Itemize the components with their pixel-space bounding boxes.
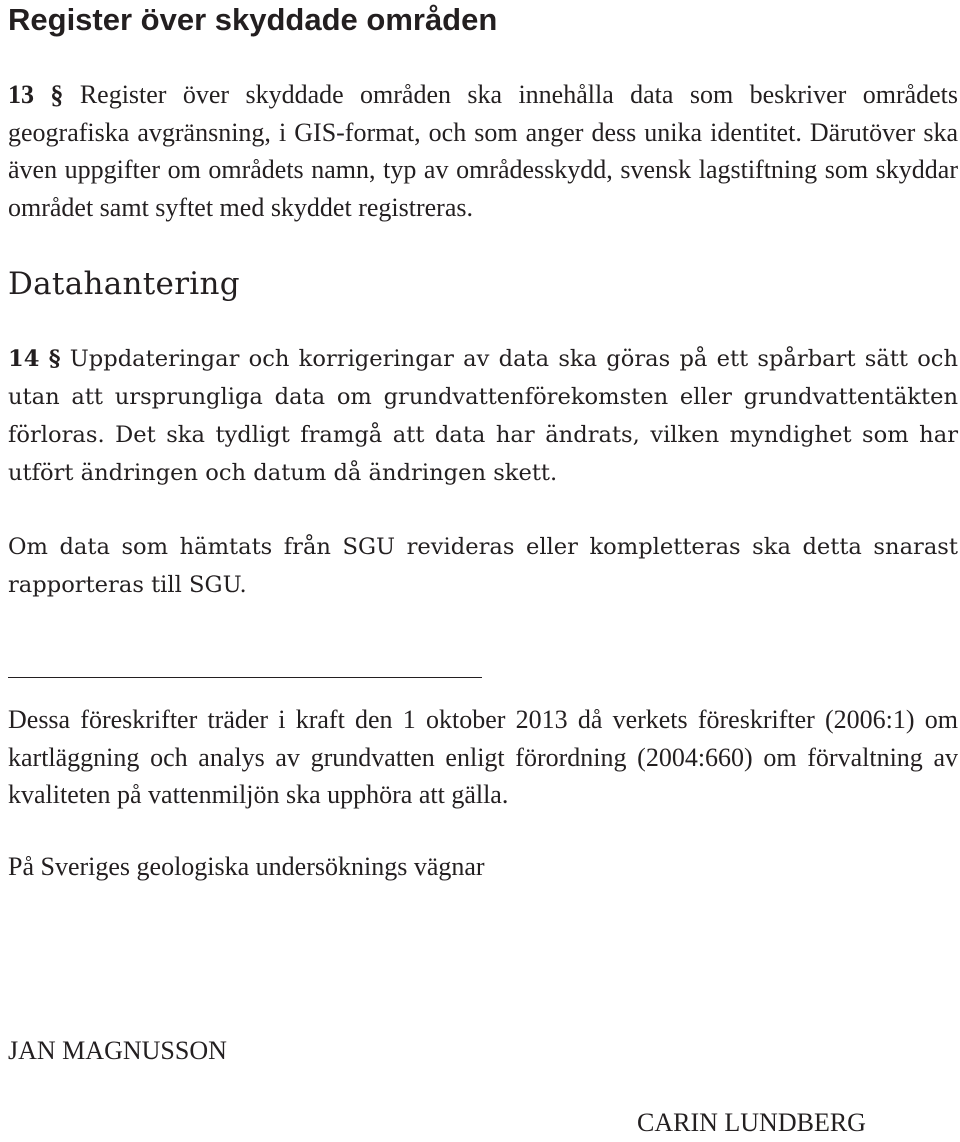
on-behalf-line: På Sveriges geologiska undersöknings vägnar — [8, 852, 485, 881]
section-heading-data-handling: Datahantering — [8, 266, 240, 302]
entry-into-force-paragraph: Dessa föreskrifter träder i kraft den 1 oktober 2013 då verkets föreskrifter (2006:1) om kartläggning och analys av grundvatten enligt förordning (2004:660) om förvaltning av kvaliteten på vattenmiljön ska upphöra att gälla. — [8, 705, 958, 809]
paragraph-14 — [8, 340, 958, 492]
paragraph-13 — [8, 76, 958, 226]
sgu-reporting-paragraph: Om data som hämtats från SGU revideras eller kompletteras ska detta snarast rapporteras till SGU. — [8, 534, 958, 598]
section-sign: § — [50, 80, 64, 109]
paragraph-number: 14 — [8, 346, 40, 372]
separator-line — [8, 677, 482, 678]
section-heading-protected-areas: Register över skyddade områden — [8, 2, 498, 37]
signatory-carin-lundberg: CARIN LUNDBERG — [637, 1108, 866, 1137]
paragraph-text: Register över skyddade områden ska innehålla data som beskriver områdets geografiska avgränsning, i GIS-format, och som anger dess unika identitet. Därutöver ska även uppgifter om områdets namn, typ av områdesskydd, svensk lagstiftning som skyddar området samt syftet med skyddet registreras. — [8, 80, 959, 222]
section-sign: § — [48, 346, 61, 372]
paragraph-text: Uppdateringar och korrigeringar av data ska göras på ett spårbart sätt och utan att ursprungliga data om grundvattenförekomsten eller grundvattentäkten förloras. Det ska tydligt framgå att data har ändrats, vilken myndighet som har utfört ändringen och datum då ändringen skett. — [8, 346, 959, 486]
paragraph-number: 13 — [8, 80, 34, 109]
signatory-jan-magnusson: JAN MAGNUSSON — [8, 1036, 227, 1065]
